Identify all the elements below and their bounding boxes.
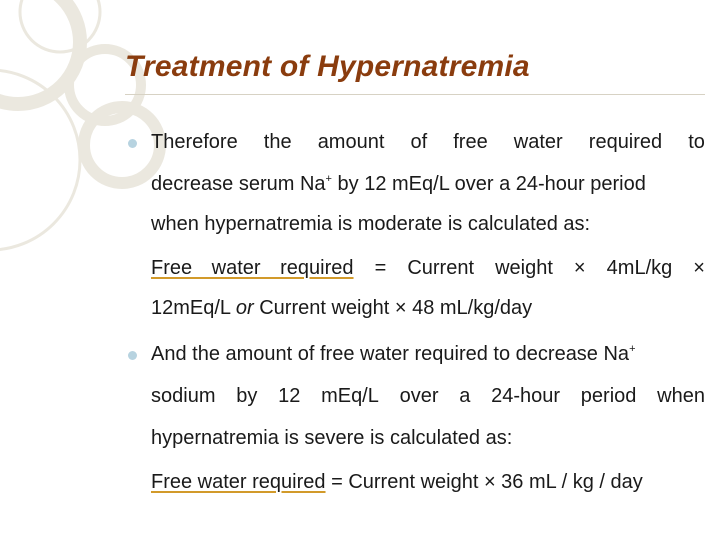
bullet-2-marker	[128, 351, 137, 360]
bullet-1-line-1: Therefore the amount of free water required to	[151, 131, 705, 153]
title-divider	[125, 94, 705, 95]
formula-term-free-water-required-2: Free water required	[151, 471, 326, 493]
bullet-1-formula-line-2: 12mEq/L or Current weight × 48 mL/kg/day	[151, 297, 533, 319]
slide-title: Treatment of Hypernatremia	[125, 50, 530, 83]
bullet-2-line-1: And the amount of free water required to decrease Na+	[151, 343, 636, 365]
bullet-1-formula-line-1: Free water required = Current weight × 4mL/kg ×	[151, 257, 705, 279]
bullet-1-marker	[128, 139, 137, 148]
bullet-1-line-3: when hypernatremia is moderate is calculated as:	[151, 213, 591, 235]
formula-term-free-water-required: Free water required	[151, 257, 354, 279]
bullet-2-line-3: hypernatremia is severe is calculated as:	[151, 427, 513, 449]
bullet-2-line-2: sodium by 12 mEq/L over a 24-hour period when	[151, 385, 705, 407]
bullet-2-formula-line: Free water required = Current weight × 36 mL / kg / day	[151, 471, 643, 493]
bullet-1-line-2: decrease serum Na+ by 12 mEq/L over a 24-hour period	[151, 173, 646, 195]
